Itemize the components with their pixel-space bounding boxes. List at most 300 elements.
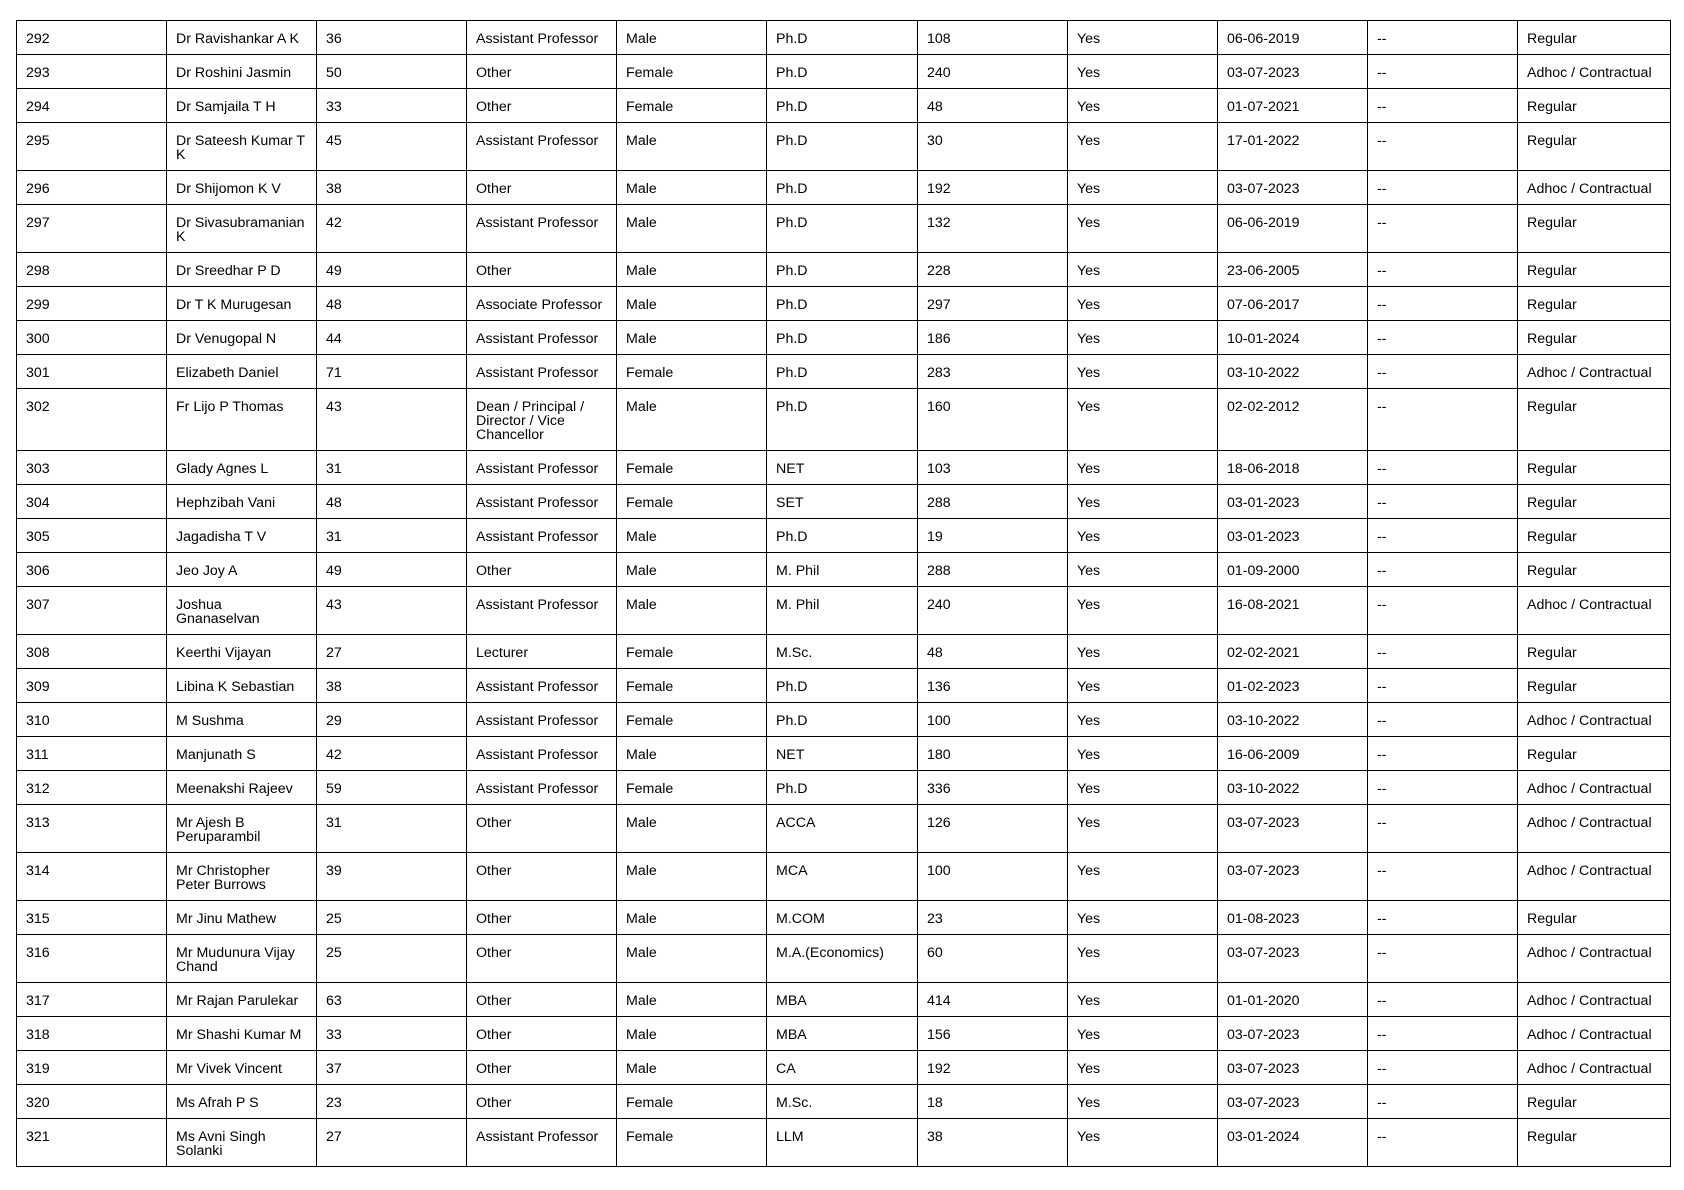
name-cell: Mr Vivek Vincent [167, 1051, 317, 1085]
name-cell: Mr Mudunura Vijay Chand [167, 935, 317, 983]
serial-number-cell: 293 [17, 55, 167, 89]
status-cell: Yes [1068, 123, 1218, 171]
table-row [17, 771, 1671, 805]
serial-number-cell: 306 [17, 553, 167, 587]
joining-date-cell: 18-06-2018 [1218, 451, 1368, 485]
joining-date-cell: 03-07-2023 [1218, 55, 1368, 89]
designation-cell: Assistant Professor [467, 205, 617, 253]
qualification-cell: M. Phil [767, 587, 918, 635]
name-cell: Mr Ajesh B Peruparambil [167, 805, 317, 853]
designation-cell: Assistant Professor [467, 587, 617, 635]
name-cell: Mr Rajan Parulekar [167, 983, 317, 1017]
table-row [17, 1119, 1671, 1167]
name-cell: Dr T K Murugesan [167, 287, 317, 321]
age-cell: 50 [317, 55, 467, 89]
designation-cell: Other [467, 935, 617, 983]
table-row [17, 123, 1671, 171]
joining-date-cell: 03-07-2023 [1218, 1085, 1368, 1119]
qualification-cell: MBA [767, 983, 918, 1017]
table-row [17, 253, 1671, 287]
experience-cell: 288 [918, 553, 1068, 587]
gender-cell: Male [617, 519, 767, 553]
serial-number-cell: 315 [17, 901, 167, 935]
age-cell: 31 [317, 519, 467, 553]
joining-date-cell: 06-06-2019 [1218, 205, 1368, 253]
leaving-date-cell: -- [1368, 287, 1518, 321]
age-cell: 29 [317, 703, 467, 737]
gender-cell: Female [617, 703, 767, 737]
appointment-type-cell: Regular [1518, 287, 1671, 321]
name-cell: Libina K Sebastian [167, 669, 317, 703]
name-cell: Dr Shijomon K V [167, 171, 317, 205]
experience-cell: 60 [918, 935, 1068, 983]
table-row [17, 321, 1671, 355]
name-cell: Mr Jinu Mathew [167, 901, 317, 935]
age-cell: 43 [317, 389, 467, 451]
qualification-cell: Ph.D [767, 55, 918, 89]
name-cell: M Sushma [167, 703, 317, 737]
status-cell: Yes [1068, 1017, 1218, 1051]
leaving-date-cell: -- [1368, 771, 1518, 805]
name-cell: Dr Sreedhar P D [167, 253, 317, 287]
appointment-type-cell: Adhoc / Contractual [1518, 1017, 1671, 1051]
gender-cell: Male [617, 389, 767, 451]
experience-cell: 136 [918, 669, 1068, 703]
gender-cell: Female [617, 635, 767, 669]
experience-cell: 19 [918, 519, 1068, 553]
designation-cell: Assistant Professor [467, 123, 617, 171]
qualification-cell: Ph.D [767, 389, 918, 451]
faculty-table-body [17, 21, 1671, 1167]
name-cell: Dr Sivasubramanian K [167, 205, 317, 253]
leaving-date-cell: -- [1368, 451, 1518, 485]
age-cell: 31 [317, 451, 467, 485]
table-row [17, 669, 1671, 703]
experience-cell: 48 [918, 635, 1068, 669]
leaving-date-cell: -- [1368, 703, 1518, 737]
status-cell: Yes [1068, 983, 1218, 1017]
gender-cell: Female [617, 771, 767, 805]
status-cell: Yes [1068, 519, 1218, 553]
qualification-cell: Ph.D [767, 519, 918, 553]
age-cell: 23 [317, 1085, 467, 1119]
age-cell: 48 [317, 287, 467, 321]
joining-date-cell: 03-07-2023 [1218, 853, 1368, 901]
experience-cell: 297 [918, 287, 1068, 321]
leaving-date-cell: -- [1368, 1085, 1518, 1119]
status-cell: Yes [1068, 703, 1218, 737]
table-row [17, 519, 1671, 553]
qualification-cell: NET [767, 737, 918, 771]
table-row [17, 901, 1671, 935]
gender-cell: Male [617, 287, 767, 321]
leaving-date-cell: -- [1368, 205, 1518, 253]
name-cell: Hephzibah Vani [167, 485, 317, 519]
leaving-date-cell: -- [1368, 321, 1518, 355]
serial-number-cell: 295 [17, 123, 167, 171]
age-cell: 43 [317, 587, 467, 635]
experience-cell: 156 [918, 1017, 1068, 1051]
gender-cell: Male [617, 1017, 767, 1051]
appointment-type-cell: Regular [1518, 89, 1671, 123]
designation-cell: Assistant Professor [467, 1119, 617, 1167]
experience-cell: 18 [918, 1085, 1068, 1119]
name-cell: Ms Avni Singh Solanki [167, 1119, 317, 1167]
serial-number-cell: 292 [17, 21, 167, 55]
serial-number-cell: 311 [17, 737, 167, 771]
status-cell: Yes [1068, 771, 1218, 805]
table-row [17, 737, 1671, 771]
leaving-date-cell: -- [1368, 737, 1518, 771]
designation-cell: Assistant Professor [467, 669, 617, 703]
designation-cell: Other [467, 171, 617, 205]
status-cell: Yes [1068, 485, 1218, 519]
table-row [17, 1085, 1671, 1119]
qualification-cell: Ph.D [767, 669, 918, 703]
age-cell: 39 [317, 853, 467, 901]
serial-number-cell: 309 [17, 669, 167, 703]
leaving-date-cell: -- [1368, 553, 1518, 587]
table-row [17, 21, 1671, 55]
qualification-cell: M. Phil [767, 553, 918, 587]
leaving-date-cell: -- [1368, 901, 1518, 935]
serial-number-cell: 321 [17, 1119, 167, 1167]
leaving-date-cell: -- [1368, 485, 1518, 519]
name-cell: Dr Roshini Jasmin [167, 55, 317, 89]
qualification-cell: M.A.(Economics) [767, 935, 918, 983]
table-row [17, 635, 1671, 669]
serial-number-cell: 297 [17, 205, 167, 253]
age-cell: 27 [317, 1119, 467, 1167]
joining-date-cell: 03-07-2023 [1218, 1051, 1368, 1085]
appointment-type-cell: Adhoc / Contractual [1518, 703, 1671, 737]
age-cell: 63 [317, 983, 467, 1017]
appointment-type-cell: Regular [1518, 1085, 1671, 1119]
appointment-type-cell: Regular [1518, 901, 1671, 935]
experience-cell: 336 [918, 771, 1068, 805]
serial-number-cell: 299 [17, 287, 167, 321]
appointment-type-cell: Regular [1518, 737, 1671, 771]
designation-cell: Other [467, 1085, 617, 1119]
age-cell: 45 [317, 123, 467, 171]
leaving-date-cell: -- [1368, 635, 1518, 669]
serial-number-cell: 301 [17, 355, 167, 389]
experience-cell: 126 [918, 805, 1068, 853]
status-cell: Yes [1068, 89, 1218, 123]
status-cell: Yes [1068, 853, 1218, 901]
gender-cell: Male [617, 253, 767, 287]
joining-date-cell: 23-06-2005 [1218, 253, 1368, 287]
leaving-date-cell: -- [1368, 253, 1518, 287]
designation-cell: Assistant Professor [467, 21, 617, 55]
serial-number-cell: 318 [17, 1017, 167, 1051]
qualification-cell: ACCA [767, 805, 918, 853]
serial-number-cell: 302 [17, 389, 167, 451]
status-cell: Yes [1068, 389, 1218, 451]
qualification-cell: M.COM [767, 901, 918, 935]
leaving-date-cell: -- [1368, 1017, 1518, 1051]
status-cell: Yes [1068, 1085, 1218, 1119]
appointment-type-cell: Regular [1518, 519, 1671, 553]
gender-cell: Female [617, 451, 767, 485]
experience-cell: 186 [918, 321, 1068, 355]
serial-number-cell: 304 [17, 485, 167, 519]
qualification-cell: M.Sc. [767, 1085, 918, 1119]
qualification-cell: NET [767, 451, 918, 485]
joining-date-cell: 03-07-2023 [1218, 171, 1368, 205]
appointment-type-cell: Adhoc / Contractual [1518, 587, 1671, 635]
serial-number-cell: 320 [17, 1085, 167, 1119]
designation-cell: Other [467, 983, 617, 1017]
status-cell: Yes [1068, 669, 1218, 703]
appointment-type-cell: Adhoc / Contractual [1518, 983, 1671, 1017]
serial-number-cell: 296 [17, 171, 167, 205]
qualification-cell: Ph.D [767, 287, 918, 321]
gender-cell: Male [617, 1051, 767, 1085]
leaving-date-cell: -- [1368, 89, 1518, 123]
experience-cell: 38 [918, 1119, 1068, 1167]
joining-date-cell: 03-01-2024 [1218, 1119, 1368, 1167]
serial-number-cell: 316 [17, 935, 167, 983]
table-row [17, 205, 1671, 253]
serial-number-cell: 305 [17, 519, 167, 553]
joining-date-cell: 03-07-2023 [1218, 805, 1368, 853]
age-cell: 44 [317, 321, 467, 355]
leaving-date-cell: -- [1368, 519, 1518, 553]
gender-cell: Female [617, 55, 767, 89]
table-row [17, 389, 1671, 451]
joining-date-cell: 03-10-2022 [1218, 355, 1368, 389]
age-cell: 38 [317, 669, 467, 703]
table-row [17, 703, 1671, 737]
leaving-date-cell: -- [1368, 587, 1518, 635]
status-cell: Yes [1068, 451, 1218, 485]
gender-cell: Male [617, 805, 767, 853]
serial-number-cell: 312 [17, 771, 167, 805]
designation-cell: Assistant Professor [467, 451, 617, 485]
table-row [17, 55, 1671, 89]
designation-cell: Other [467, 1017, 617, 1051]
name-cell: Dr Ravishankar A K [167, 21, 317, 55]
experience-cell: 288 [918, 485, 1068, 519]
qualification-cell: Ph.D [767, 21, 918, 55]
qualification-cell: SET [767, 485, 918, 519]
gender-cell: Male [617, 21, 767, 55]
appointment-type-cell: Regular [1518, 205, 1671, 253]
table-row [17, 1051, 1671, 1085]
name-cell: Elizabeth Daniel [167, 355, 317, 389]
qualification-cell: Ph.D [767, 321, 918, 355]
status-cell: Yes [1068, 321, 1218, 355]
name-cell: Jeo Joy A [167, 553, 317, 587]
serial-number-cell: 300 [17, 321, 167, 355]
qualification-cell: Ph.D [767, 703, 918, 737]
designation-cell: Other [467, 805, 617, 853]
name-cell: Dr Samjaila T H [167, 89, 317, 123]
status-cell: Yes [1068, 635, 1218, 669]
age-cell: 71 [317, 355, 467, 389]
qualification-cell: Ph.D [767, 171, 918, 205]
leaving-date-cell: -- [1368, 853, 1518, 901]
joining-date-cell: 16-08-2021 [1218, 587, 1368, 635]
appointment-type-cell: Regular [1518, 253, 1671, 287]
qualification-cell: Ph.D [767, 89, 918, 123]
designation-cell: Assistant Professor [467, 519, 617, 553]
joining-date-cell: 01-08-2023 [1218, 901, 1368, 935]
name-cell: Mr Shashi Kumar M [167, 1017, 317, 1051]
name-cell: Jagadisha T V [167, 519, 317, 553]
leaving-date-cell: -- [1368, 171, 1518, 205]
designation-cell: Other [467, 55, 617, 89]
appointment-type-cell: Regular [1518, 21, 1671, 55]
experience-cell: 283 [918, 355, 1068, 389]
qualification-cell: Ph.D [767, 355, 918, 389]
experience-cell: 132 [918, 205, 1068, 253]
qualification-cell: Ph.D [767, 123, 918, 171]
serial-number-cell: 294 [17, 89, 167, 123]
serial-number-cell: 307 [17, 587, 167, 635]
joining-date-cell: 07-06-2017 [1218, 287, 1368, 321]
appointment-type-cell: Regular [1518, 321, 1671, 355]
appointment-type-cell: Regular [1518, 635, 1671, 669]
appointment-type-cell: Adhoc / Contractual [1518, 853, 1671, 901]
qualification-cell: Ph.D [767, 205, 918, 253]
designation-cell: Other [467, 901, 617, 935]
serial-number-cell: 313 [17, 805, 167, 853]
leaving-date-cell: -- [1368, 805, 1518, 853]
appointment-type-cell: Regular [1518, 451, 1671, 485]
joining-date-cell: 03-10-2022 [1218, 703, 1368, 737]
designation-cell: Assistant Professor [467, 321, 617, 355]
table-row [17, 553, 1671, 587]
designation-cell: Assistant Professor [467, 485, 617, 519]
appointment-type-cell: Adhoc / Contractual [1518, 805, 1671, 853]
table-row [17, 355, 1671, 389]
experience-cell: 192 [918, 1051, 1068, 1085]
serial-number-cell: 317 [17, 983, 167, 1017]
name-cell: Manjunath S [167, 737, 317, 771]
experience-cell: 240 [918, 587, 1068, 635]
designation-cell: Assistant Professor [467, 737, 617, 771]
name-cell: Dr Sateesh Kumar T K [167, 123, 317, 171]
age-cell: 31 [317, 805, 467, 853]
joining-date-cell: 16-06-2009 [1218, 737, 1368, 771]
leaving-date-cell: -- [1368, 355, 1518, 389]
designation-cell: Assistant Professor [467, 355, 617, 389]
qualification-cell: MBA [767, 1017, 918, 1051]
experience-cell: 23 [918, 901, 1068, 935]
table-row [17, 805, 1671, 853]
joining-date-cell: 01-09-2000 [1218, 553, 1368, 587]
experience-cell: 103 [918, 451, 1068, 485]
age-cell: 48 [317, 485, 467, 519]
gender-cell: Male [617, 935, 767, 983]
appointment-type-cell: Adhoc / Contractual [1518, 355, 1671, 389]
gender-cell: Female [617, 669, 767, 703]
designation-cell: Lecturer [467, 635, 617, 669]
gender-cell: Female [617, 1119, 767, 1167]
appointment-type-cell: Regular [1518, 485, 1671, 519]
table-row [17, 1017, 1671, 1051]
experience-cell: 30 [918, 123, 1068, 171]
name-cell: Dr Venugopal N [167, 321, 317, 355]
leaving-date-cell: -- [1368, 935, 1518, 983]
gender-cell: Male [617, 853, 767, 901]
serial-number-cell: 314 [17, 853, 167, 901]
experience-cell: 48 [918, 89, 1068, 123]
table-row [17, 485, 1671, 519]
age-cell: 33 [317, 1017, 467, 1051]
appointment-type-cell: Adhoc / Contractual [1518, 55, 1671, 89]
table-row [17, 983, 1671, 1017]
age-cell: 49 [317, 553, 467, 587]
experience-cell: 160 [918, 389, 1068, 451]
name-cell: Fr Lijo P Thomas [167, 389, 317, 451]
status-cell: Yes [1068, 587, 1218, 635]
designation-cell: Other [467, 89, 617, 123]
table-row [17, 171, 1671, 205]
age-cell: 42 [317, 737, 467, 771]
joining-date-cell: 10-01-2024 [1218, 321, 1368, 355]
table-row [17, 853, 1671, 901]
joining-date-cell: 03-10-2022 [1218, 771, 1368, 805]
serial-number-cell: 308 [17, 635, 167, 669]
appointment-type-cell: Regular [1518, 669, 1671, 703]
appointment-type-cell: Regular [1518, 123, 1671, 171]
age-cell: 49 [317, 253, 467, 287]
gender-cell: Male [617, 901, 767, 935]
status-cell: Yes [1068, 355, 1218, 389]
leaving-date-cell: -- [1368, 1051, 1518, 1085]
status-cell: Yes [1068, 55, 1218, 89]
joining-date-cell: 01-01-2020 [1218, 983, 1368, 1017]
gender-cell: Male [617, 123, 767, 171]
qualification-cell: MCA [767, 853, 918, 901]
age-cell: 38 [317, 171, 467, 205]
experience-cell: 108 [918, 21, 1068, 55]
leaving-date-cell: -- [1368, 983, 1518, 1017]
appointment-type-cell: Regular [1518, 553, 1671, 587]
gender-cell: Male [617, 983, 767, 1017]
status-cell: Yes [1068, 205, 1218, 253]
table-row [17, 89, 1671, 123]
designation-cell: Associate Professor [467, 287, 617, 321]
serial-number-cell: 298 [17, 253, 167, 287]
status-cell: Yes [1068, 287, 1218, 321]
designation-cell: Assistant Professor [467, 703, 617, 737]
name-cell: Keerthi Vijayan [167, 635, 317, 669]
table-row [17, 935, 1671, 983]
faculty-table [16, 20, 1671, 1167]
qualification-cell: CA [767, 1051, 918, 1085]
appointment-type-cell: Adhoc / Contractual [1518, 935, 1671, 983]
status-cell: Yes [1068, 1051, 1218, 1085]
appointment-type-cell: Adhoc / Contractual [1518, 1051, 1671, 1085]
experience-cell: 100 [918, 853, 1068, 901]
appointment-type-cell: Regular [1518, 1119, 1671, 1167]
designation-cell: Assistant Professor [467, 771, 617, 805]
joining-date-cell: 03-07-2023 [1218, 1017, 1368, 1051]
status-cell: Yes [1068, 1119, 1218, 1167]
designation-cell: Other [467, 253, 617, 287]
status-cell: Yes [1068, 805, 1218, 853]
experience-cell: 414 [918, 983, 1068, 1017]
gender-cell: Female [617, 485, 767, 519]
gender-cell: Male [617, 205, 767, 253]
leaving-date-cell: -- [1368, 669, 1518, 703]
status-cell: Yes [1068, 253, 1218, 287]
name-cell: Meenakshi Rajeev [167, 771, 317, 805]
